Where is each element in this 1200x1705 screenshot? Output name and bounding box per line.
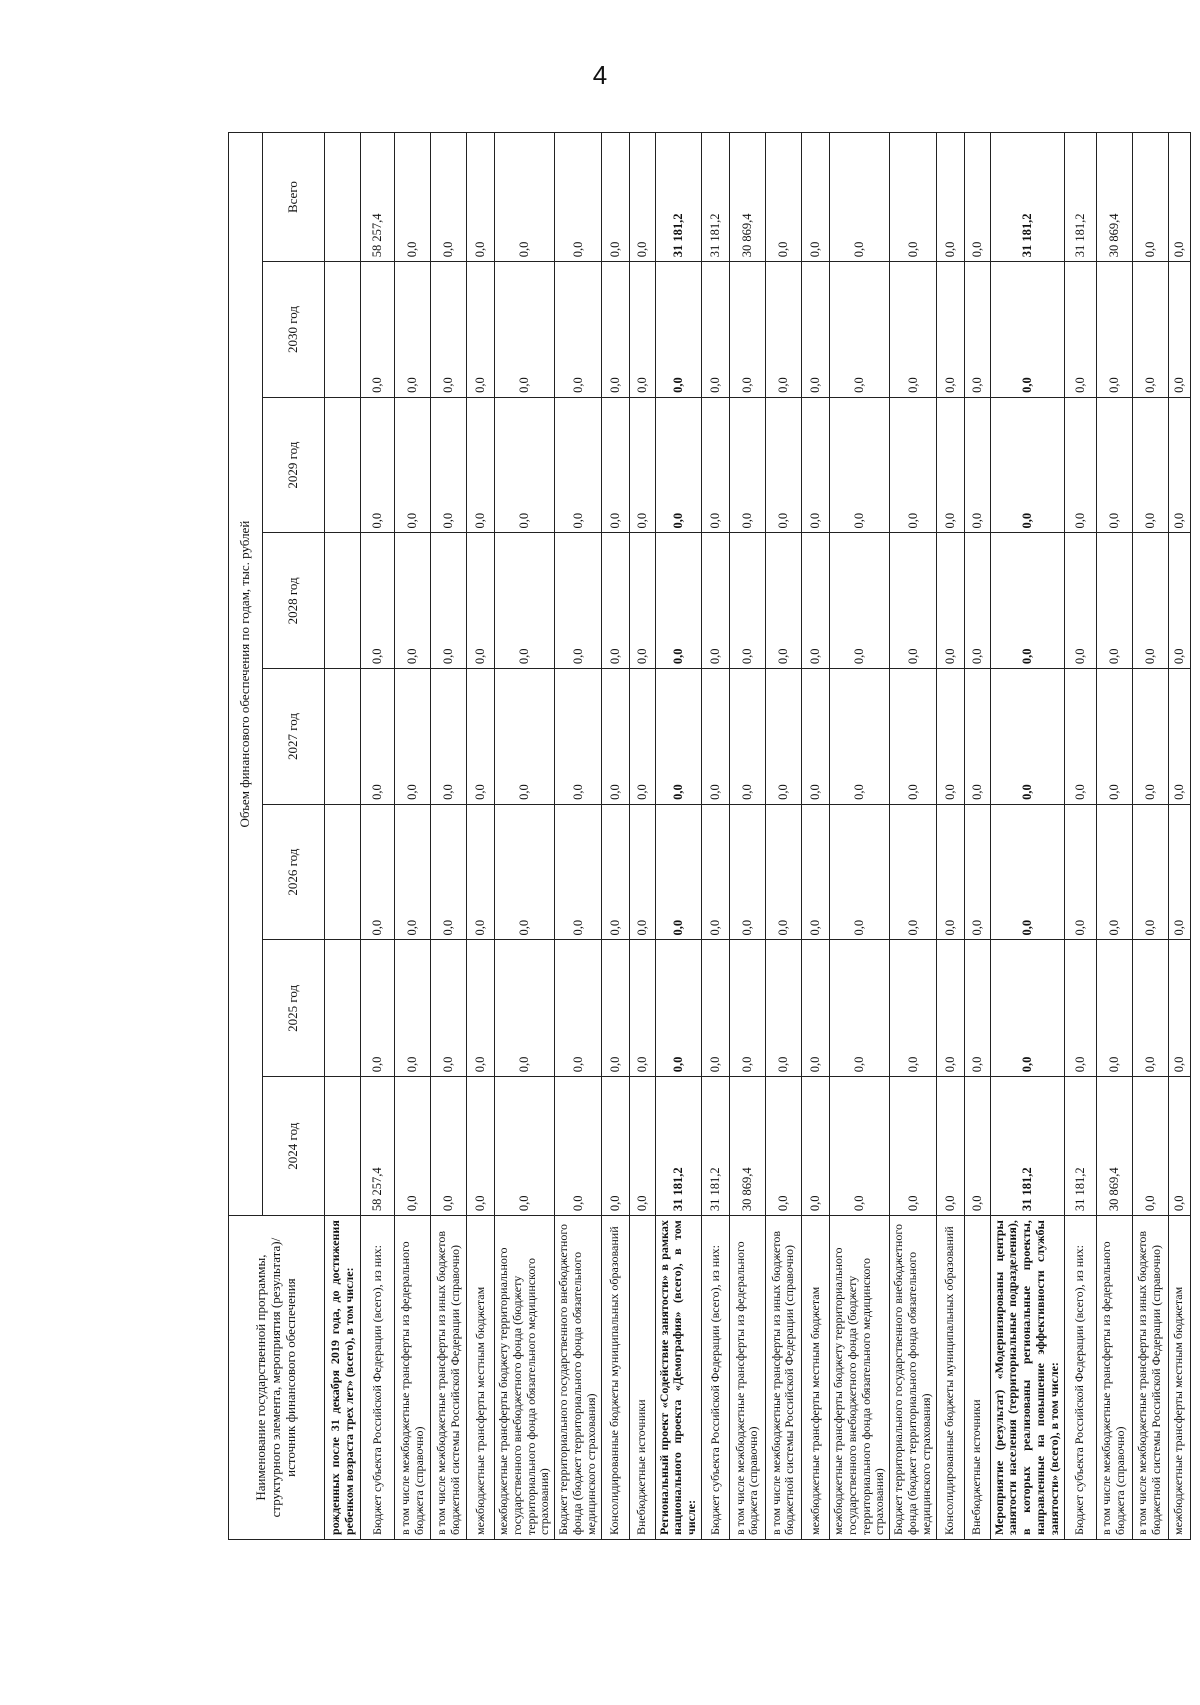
row-value: 0,0 — [467, 1077, 495, 1216]
row-value — [325, 533, 361, 669]
row-value: 0,0 — [601, 669, 629, 805]
header-year: 2027 год — [263, 669, 325, 805]
row-value — [325, 1077, 361, 1216]
row-value: 0,0 — [890, 1077, 936, 1216]
table-row — [361, 133, 395, 1540]
row-label: в том числе межбюджетные трансферты из иных бюджетов бюджетной системы Российской Федерации (справочно) — [1132, 1216, 1168, 1540]
row-value: 0,0 — [629, 133, 655, 262]
row-label: Внебюджетные источники — [964, 1216, 990, 1540]
row-value: 31 181,2 — [990, 1077, 1064, 1216]
row-value: 0,0 — [1132, 397, 1168, 533]
row-value: 0,0 — [431, 669, 467, 805]
row-value: 0,0 — [701, 804, 729, 940]
row-value: 0,0 — [829, 533, 889, 669]
row-value: 0,0 — [1132, 533, 1168, 669]
row-value: 0,0 — [801, 397, 829, 533]
row-value: 0,0 — [495, 533, 555, 669]
header-year: 2024 год — [263, 1077, 325, 1216]
row-value: 0,0 — [829, 133, 889, 262]
row-value: 0,0 — [361, 940, 395, 1077]
row-value: 0,0 — [701, 397, 729, 533]
table-row — [964, 133, 990, 1540]
row-value: 0,0 — [601, 533, 629, 669]
row-label: в том числе межбюджетные трансферты из федерального бюджета (справочно) — [395, 1216, 431, 1540]
row-value: 0,0 — [467, 397, 495, 533]
header-name-column: Наименование государственной программы, структурного элемента, мероприятия (результата)/источник финансового обеспечения — [229, 1216, 325, 1540]
row-value — [325, 669, 361, 805]
table-row — [701, 133, 729, 1540]
row-value: 30 869,4 — [729, 1077, 765, 1216]
row-label: в том числе межбюджетные трансферты из федерального бюджета (справочно) — [729, 1216, 765, 1540]
table-row — [1096, 133, 1132, 1540]
row-value: 0,0 — [555, 940, 601, 1077]
row-value: 0,0 — [701, 533, 729, 669]
row-label: Бюджет субъекта Российской Федерации (всего), из них: — [701, 1216, 729, 1540]
row-value: 0,0 — [601, 133, 629, 262]
row-value: 0,0 — [936, 397, 964, 533]
row-value: 0,0 — [1168, 133, 1190, 262]
table-row — [495, 133, 555, 1540]
row-value: 0,0 — [765, 669, 801, 805]
row-value: 0,0 — [495, 262, 555, 398]
row-value: 0,0 — [467, 133, 495, 262]
row-value: 0,0 — [964, 669, 990, 805]
row-value: 0,0 — [655, 533, 701, 669]
row-value: 31 181,2 — [1064, 1077, 1096, 1216]
row-value: 0,0 — [936, 133, 964, 262]
row-label: межбюджетные трансферты бюджету территориального государственного внебюджетного фонда (бюджету территориального фонда обязательного медицинского страхования) — [495, 1216, 555, 1540]
row-value: 0,0 — [765, 1077, 801, 1216]
row-value: 0,0 — [655, 940, 701, 1077]
row-value: 0,0 — [629, 533, 655, 669]
row-value: 31 181,2 — [655, 1077, 701, 1216]
row-label: рожденных после 31 декабря 2019 года, до достижения ребенком возраста трех лет» (всего), в том числе: — [325, 1216, 361, 1540]
row-value: 0,0 — [729, 669, 765, 805]
row-value: 0,0 — [1096, 262, 1132, 398]
row-value: 58 257,4 — [361, 133, 395, 262]
row-value: 0,0 — [964, 533, 990, 669]
row-value: 0,0 — [765, 133, 801, 262]
row-value: 0,0 — [890, 804, 936, 940]
row-value: 0,0 — [1096, 940, 1132, 1077]
page-number: 4 — [592, 60, 608, 90]
table-row — [629, 133, 655, 1540]
table-body — [325, 133, 1191, 1540]
row-value: 0,0 — [431, 1077, 467, 1216]
row-label: Консолидированные бюджеты муниципальных образований — [936, 1216, 964, 1540]
row-value: 0,0 — [801, 804, 829, 940]
row-label: Внебюджетные источники — [629, 1216, 655, 1540]
row-value: 0,0 — [495, 1077, 555, 1216]
row-value: 0,0 — [1132, 940, 1168, 1077]
row-value: 0,0 — [395, 940, 431, 1077]
row-value: 0,0 — [555, 533, 601, 669]
row-value: 0,0 — [765, 940, 801, 1077]
row-value: 0,0 — [555, 133, 601, 262]
header-group: Объем финансового обеспечения по годам, тыс. рублей — [229, 133, 263, 1216]
table-row — [467, 133, 495, 1540]
row-value: 0,0 — [467, 804, 495, 940]
financing-table — [228, 132, 1191, 1540]
row-value: 0,0 — [1096, 397, 1132, 533]
row-value: 31 181,2 — [1064, 133, 1096, 262]
row-value: 0,0 — [495, 133, 555, 262]
row-value — [325, 397, 361, 533]
row-value: 0,0 — [890, 940, 936, 1077]
row-label: Бюджет территориального государственного внебюджетного фонда (бюджет территориального фонда обязательного медицинского страхования) — [555, 1216, 601, 1540]
row-value: 0,0 — [801, 940, 829, 1077]
row-value: 0,0 — [601, 262, 629, 398]
row-value: 0,0 — [467, 669, 495, 805]
row-value: 0,0 — [395, 397, 431, 533]
table-row — [765, 133, 801, 1540]
row-value — [325, 804, 361, 940]
row-value: 0,0 — [1064, 940, 1096, 1077]
row-value: 0,0 — [701, 669, 729, 805]
row-value: 0,0 — [964, 804, 990, 940]
row-value: 0,0 — [1132, 804, 1168, 940]
row-value: 0,0 — [467, 262, 495, 398]
row-value: 58 257,4 — [361, 1077, 395, 1216]
row-value: 0,0 — [964, 1077, 990, 1216]
header-year: 2029 год — [263, 397, 325, 533]
row-value: 0,0 — [1168, 804, 1190, 940]
row-label: Бюджет субъекта Российской Федерации (всего), из них: — [361, 1216, 395, 1540]
row-value: 0,0 — [1132, 133, 1168, 262]
table-row — [936, 133, 964, 1540]
table-row — [555, 133, 601, 1540]
row-value: 0,0 — [801, 262, 829, 398]
row-value: 0,0 — [629, 262, 655, 398]
row-value: 0,0 — [361, 262, 395, 398]
row-value: 0,0 — [990, 262, 1064, 398]
row-value: 0,0 — [495, 940, 555, 1077]
row-value: 0,0 — [1168, 533, 1190, 669]
row-value: 0,0 — [1064, 804, 1096, 940]
row-value: 0,0 — [629, 397, 655, 533]
row-value: 0,0 — [395, 262, 431, 398]
row-value: 0,0 — [431, 133, 467, 262]
row-label: межбюджетные трансферты местным бюджетам — [1168, 1216, 1190, 1540]
row-value: 0,0 — [801, 533, 829, 669]
row-label: межбюджетные трансферты бюджету территориального государственного внебюджетного фонда (бюджету территориального фонда обязательного медицинского страхования) — [829, 1216, 889, 1540]
table-row — [395, 133, 431, 1540]
header-year: 2026 год — [263, 804, 325, 940]
table-row — [890, 133, 936, 1540]
row-value: 0,0 — [936, 940, 964, 1077]
row-value: 0,0 — [395, 1077, 431, 1216]
row-value: 0,0 — [936, 533, 964, 669]
row-value: 0,0 — [395, 133, 431, 262]
row-value: 0,0 — [829, 1077, 889, 1216]
row-value: 0,0 — [431, 804, 467, 940]
row-value: 0,0 — [395, 533, 431, 669]
row-value: 0,0 — [890, 397, 936, 533]
row-label: Бюджет субъекта Российской Федерации (всего), из них: — [1064, 1216, 1096, 1540]
table-row — [801, 133, 829, 1540]
table-row — [1132, 133, 1168, 1540]
row-value: 0,0 — [655, 669, 701, 805]
row-value: 31 181,2 — [701, 1077, 729, 1216]
row-value: 0,0 — [936, 804, 964, 940]
row-label: межбюджетные трансферты местным бюджетам — [467, 1216, 495, 1540]
row-value: 0,0 — [701, 262, 729, 398]
row-value: 0,0 — [729, 940, 765, 1077]
row-value: 0,0 — [495, 397, 555, 533]
row-value: 0,0 — [361, 804, 395, 940]
row-value: 0,0 — [829, 669, 889, 805]
row-value: 0,0 — [990, 533, 1064, 669]
row-value: 0,0 — [765, 804, 801, 940]
row-value: 31 181,2 — [701, 133, 729, 262]
table-row — [655, 133, 701, 1540]
row-value: 0,0 — [1168, 669, 1190, 805]
row-value: 0,0 — [555, 804, 601, 940]
row-value: 0,0 — [629, 804, 655, 940]
table-row — [601, 133, 629, 1540]
row-value: 0,0 — [629, 940, 655, 1077]
row-value: 0,0 — [555, 397, 601, 533]
table-row — [1168, 133, 1190, 1540]
row-value: 0,0 — [1064, 533, 1096, 669]
row-value: 0,0 — [629, 1077, 655, 1216]
row-value: 0,0 — [1168, 262, 1190, 398]
row-value: 0,0 — [765, 533, 801, 669]
row-value: 0,0 — [1132, 669, 1168, 805]
row-value: 0,0 — [936, 262, 964, 398]
row-label: в том числе межбюджетные трансферты из иных бюджетов бюджетной системы Российской Федерации (справочно) — [431, 1216, 467, 1540]
row-value: 0,0 — [964, 940, 990, 1077]
row-value: 0,0 — [765, 397, 801, 533]
row-value: 0,0 — [1064, 669, 1096, 805]
row-value: 0,0 — [964, 133, 990, 262]
row-value: 0,0 — [431, 533, 467, 669]
row-value: 0,0 — [729, 533, 765, 669]
row-value: 0,0 — [361, 533, 395, 669]
row-value: 0,0 — [361, 669, 395, 805]
row-value — [325, 940, 361, 1077]
row-value: 0,0 — [1096, 533, 1132, 669]
row-value: 0,0 — [890, 669, 936, 805]
table-row — [431, 133, 467, 1540]
row-value: 0,0 — [801, 1077, 829, 1216]
row-value: 0,0 — [890, 533, 936, 669]
row-value: 0,0 — [431, 397, 467, 533]
row-value: 0,0 — [395, 669, 431, 805]
row-value: 0,0 — [555, 669, 601, 805]
row-value: 0,0 — [1064, 397, 1096, 533]
rotated-table-container — [228, 132, 1186, 1540]
row-value: 0,0 — [655, 262, 701, 398]
row-value: 0,0 — [601, 1077, 629, 1216]
row-value: 31 181,2 — [990, 133, 1064, 262]
row-value: 0,0 — [601, 940, 629, 1077]
row-value: 0,0 — [467, 940, 495, 1077]
row-value — [325, 133, 361, 262]
row-value: 30 869,4 — [1096, 1077, 1132, 1216]
row-value: 0,0 — [729, 804, 765, 940]
row-value: 0,0 — [1132, 1077, 1168, 1216]
row-value: 0,0 — [829, 397, 889, 533]
row-value: 0,0 — [990, 669, 1064, 805]
table-row — [990, 133, 1064, 1540]
row-value: 0,0 — [601, 397, 629, 533]
table-row — [1064, 133, 1096, 1540]
header-year: 2028 год — [263, 533, 325, 669]
row-value: 0,0 — [936, 1077, 964, 1216]
row-value: 0,0 — [395, 804, 431, 940]
row-value: 0,0 — [1132, 262, 1168, 398]
table-row — [325, 133, 361, 1540]
row-value: 0,0 — [655, 397, 701, 533]
row-value: 0,0 — [1168, 397, 1190, 533]
row-value: 0,0 — [729, 262, 765, 398]
header-year: 2030 год — [263, 262, 325, 398]
row-value: 0,0 — [964, 262, 990, 398]
table-row — [829, 133, 889, 1540]
row-label: Бюджет территориального государственного внебюджетного фонда (бюджет территориального фонда обязательного медицинского страхования) — [890, 1216, 936, 1540]
row-value: 0,0 — [1096, 669, 1132, 805]
row-value: 0,0 — [829, 804, 889, 940]
row-value: 0,0 — [555, 262, 601, 398]
row-value: 0,0 — [495, 669, 555, 805]
table-row — [729, 133, 765, 1540]
row-value: 0,0 — [361, 397, 395, 533]
row-value: 0,0 — [801, 669, 829, 805]
row-label: в том числе межбюджетные трансферты из иных бюджетов бюджетной системы Российской Федерации (справочно) — [765, 1216, 801, 1540]
row-value: 0,0 — [1096, 804, 1132, 940]
row-value: 0,0 — [1168, 940, 1190, 1077]
row-value: 0,0 — [1168, 1077, 1190, 1216]
row-label: Мероприятие (результат) «Модернизированы центры занятости населения (территориальные подразделения), в которых реализованы региональные проекты, направленные на повышение эффективности службы занятости» (всего), в том числе: — [990, 1216, 1064, 1540]
row-value: 0,0 — [431, 940, 467, 1077]
row-value: 0,0 — [801, 133, 829, 262]
row-value: 0,0 — [601, 804, 629, 940]
row-label: Консолидированные бюджеты муниципальных образований — [601, 1216, 629, 1540]
row-value: 0,0 — [829, 262, 889, 398]
row-value: 0,0 — [1064, 262, 1096, 398]
row-value: 0,0 — [495, 804, 555, 940]
row-value: 0,0 — [990, 940, 1064, 1077]
row-value: 0,0 — [701, 940, 729, 1077]
row-value: 31 181,2 — [655, 133, 701, 262]
row-value: 0,0 — [890, 133, 936, 262]
row-value: 0,0 — [936, 669, 964, 805]
row-value: 0,0 — [431, 262, 467, 398]
row-value: 0,0 — [629, 669, 655, 805]
row-value: 0,0 — [990, 397, 1064, 533]
row-value — [325, 262, 361, 398]
row-value: 0,0 — [964, 397, 990, 533]
row-value: 0,0 — [555, 1077, 601, 1216]
row-label: межбюджетные трансферты местным бюджетам — [801, 1216, 829, 1540]
row-value: 0,0 — [765, 262, 801, 398]
row-label: Региональный проект «Содействие занятости» в рамках национального проекта «Демография» (всего), в том числе: — [655, 1216, 701, 1540]
row-value: 30 869,4 — [729, 133, 765, 262]
row-value: 0,0 — [829, 940, 889, 1077]
row-value: 0,0 — [890, 262, 936, 398]
row-value: 30 869,4 — [1096, 133, 1132, 262]
header-year: Всего — [263, 133, 325, 262]
row-value: 0,0 — [729, 397, 765, 533]
header-year: 2025 год — [263, 940, 325, 1077]
row-label: в том числе межбюджетные трансферты из федерального бюджета (справочно) — [1096, 1216, 1132, 1540]
row-value: 0,0 — [655, 804, 701, 940]
row-value: 0,0 — [467, 533, 495, 669]
row-value: 0,0 — [990, 804, 1064, 940]
